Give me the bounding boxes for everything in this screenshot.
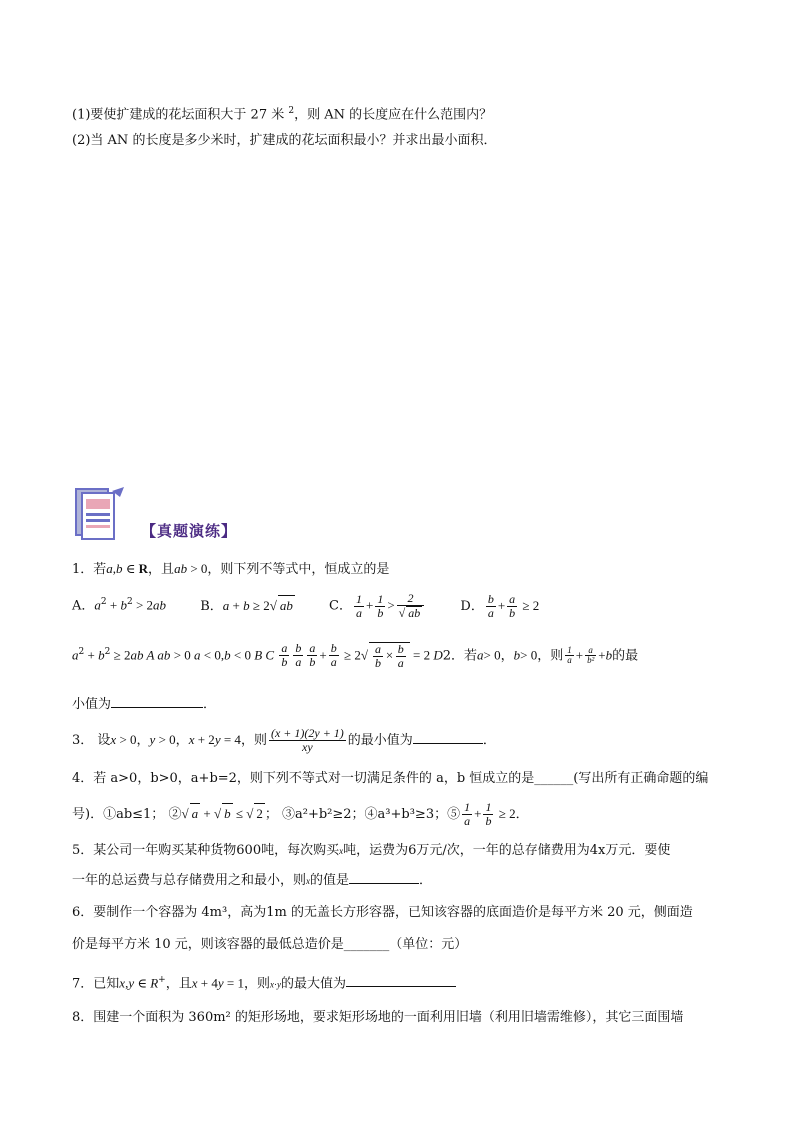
problem-8-line-1: 8．围建一个面积为 360m² 的矩形场地，要求矩形场地的一面利用旧墙（利用旧墙需维修），其它三面围墙 xyxy=(72,1010,684,1025)
problem-2-line-2: 小值为 ． xyxy=(72,697,217,712)
option-b: B．a + b ≥ 2√ ab xyxy=(200,595,295,617)
option-d: D． $\frac{b}{a}$ + $\frac{a}{b}$ ≥ 2 xyxy=(460,591,540,620)
problem-4-line-2: 号)．①ab≤1； ②√ a + √ b ≤ √ 2 ； ③a²+b²≥2；④a³+b³≥3；⑤ $\frac{1}{a}$ + $\frac{1}{b}$ ≥ 2． xyxy=(72,800,529,828)
option-c: C． $\frac{1}{a}$ + $\frac{1}{b}$ > $\frac{2}{√ ab}$ xyxy=(329,592,426,620)
problem-7: 7．已知x,y ∈ R+，且x + 4y = 1，则x·y的最大值为 xyxy=(72,970,456,994)
option-a: A．$a^2 + b^2 > 2ab$ xyxy=(72,597,167,614)
problem-6-line-2: 价是每平方米 10 元，则该容器的最低总造价是_______（单位：元） xyxy=(72,937,468,952)
section-title: 【真题演练】 xyxy=(141,522,238,540)
problem-1-options xyxy=(72,592,569,620)
question-2: (2)当 AN 的长度是多少米时，扩建成的花坛面积最小？并求出最小面积． xyxy=(72,133,497,148)
problem-3: 3． 设x > 0，y > 0，x + 2y = 4，则 $\frac{(x + 1)(2y + 1)}{xy}$ 的最小值为 ． xyxy=(72,726,496,754)
problem-4-line-1: 4．若 a>0，b>0，a+b=2，则下列不等式对一切满足条件的 a，b 恒成立的是______(写出所有正确命题的编 xyxy=(72,771,709,786)
question-1: (1)要使扩建成的花坛面积大于 27 米 $^2$，则 AN 的长度应在什么范围内？ xyxy=(72,106,493,123)
problem-5-line-2: 一年的总运费与总存储费用之和最小，则x的值是 ． xyxy=(72,873,433,888)
problem-5-line-1: 5．某公司一年购买某种货物600吨，每次购买x吨，运费为6万元/次，一年的总存储费用为4x万元．要使 xyxy=(72,843,671,858)
problem-2-line-1: $a^2 + b^2 \ge 2ab$ A ab > 0 a < 0,b < 0 B C $\frac{a}{b}$ $\frac{b}{a}$ $\frac{a}{b}$ + $\frac{b}{a}$ ≥ 2√ $\frac{a}{b}$ × $\frac{b}{a}$ = 2 D2．若a> 0，b> 0，则 $\frac{1}{a}$ + $\frac{a}{\text{b²}}$ +b的最 xyxy=(72,641,639,670)
problem-6-line-1: 6．要制作一个容器为 4m³，高为1m 的无盖长方形容器，已知该容器的底面造价是每平方米 20 元，侧面造 xyxy=(72,905,693,920)
problem-1-stem: 1．若a,b ∈ R，且ab > 0，则下列不等式中，恒成立的是 xyxy=(72,561,390,577)
